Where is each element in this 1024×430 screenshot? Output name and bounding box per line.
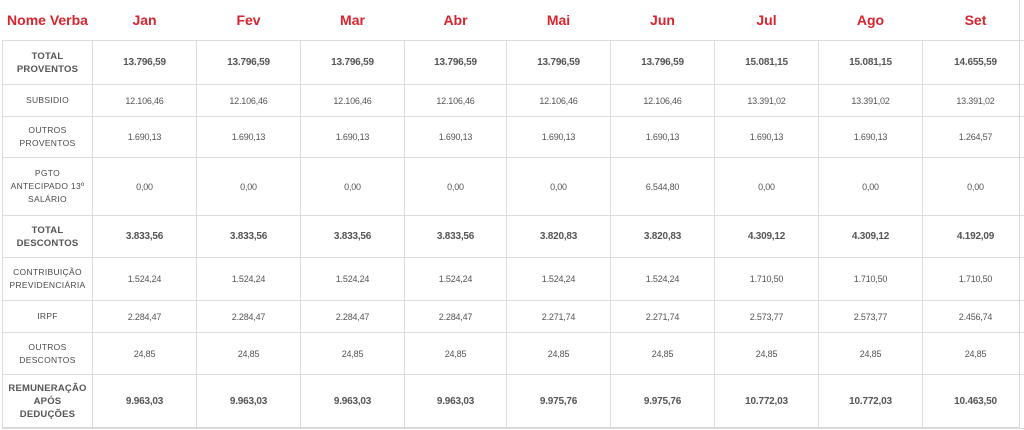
row-total-proventos xyxy=(3,41,1024,85)
cell-value: 0,00 xyxy=(301,158,405,216)
cell-value: 1.690,13 xyxy=(507,117,611,158)
cell-value: 6.544,80 xyxy=(611,158,715,216)
cell-value: 2.284,47 xyxy=(405,301,507,333)
header-month-jan: Jan xyxy=(132,12,157,28)
cell-value: 0,00 xyxy=(923,158,1024,216)
cell-value: 2.456,74 xyxy=(923,301,1024,333)
cell-value: 1.524,24 xyxy=(507,258,611,301)
cell-value: 12.106,46 xyxy=(301,85,405,117)
cell-value: 0,00 xyxy=(405,158,507,216)
row-outros-proventos xyxy=(3,117,1024,158)
header-month-jul: Jul xyxy=(756,12,777,28)
header-row xyxy=(3,0,1024,41)
cell-value: 13.796,59 xyxy=(197,41,301,85)
cell-value: 1.690,13 xyxy=(301,117,405,158)
cell-value: 24,85 xyxy=(93,333,197,375)
cell-value: 9.963,03 xyxy=(93,375,197,429)
row-total-descontos xyxy=(3,216,1024,258)
cell-value: 13.796,59 xyxy=(611,41,715,85)
cell-value: 1.690,13 xyxy=(611,117,715,158)
cell-value: 9.963,03 xyxy=(301,375,405,429)
header-month-set: Set xyxy=(964,12,987,28)
header-month-mai: Mai xyxy=(546,12,571,28)
cell-value: 14.655,59 xyxy=(923,41,1024,85)
cell-value: 0,00 xyxy=(819,158,923,216)
cell-value: 0,00 xyxy=(197,158,301,216)
cell-value: 0,00 xyxy=(93,158,197,216)
cell-value: 1.524,24 xyxy=(93,258,197,301)
cell-value: 15.081,15 xyxy=(819,41,923,85)
row-contribuicao-previdenciaria xyxy=(3,258,1024,301)
cell-value: 12.106,46 xyxy=(507,85,611,117)
cell-value: 1.690,13 xyxy=(405,117,507,158)
row-label: REMUNERAÇÃO APÓS DEDUÇÕES xyxy=(3,375,93,429)
cell-value: 13.796,59 xyxy=(93,41,197,85)
cell-value: 24,85 xyxy=(819,333,923,375)
cell-value: 1.690,13 xyxy=(93,117,197,158)
header-month-abr: Abr xyxy=(443,12,468,28)
cell-value: 24,85 xyxy=(715,333,819,375)
cell-value: 12.106,46 xyxy=(197,85,301,117)
row-label: TOTAL DESCONTOS xyxy=(3,216,93,258)
cell-value: 1.690,13 xyxy=(819,117,923,158)
header-month-ago: Ago xyxy=(856,12,885,28)
cell-value: 3.833,56 xyxy=(405,216,507,258)
cell-value: 13.391,02 xyxy=(923,85,1024,117)
cell-value: 2.573,77 xyxy=(715,301,819,333)
cell-value: 4.309,12 xyxy=(715,216,819,258)
cell-value: 4.192,09 xyxy=(923,216,1024,258)
cell-value: 24,85 xyxy=(405,333,507,375)
cell-value: 1.524,24 xyxy=(611,258,715,301)
row-pgto-antecipado-13 xyxy=(3,158,1024,216)
cell-value: 24,85 xyxy=(507,333,611,375)
cell-value: 0,00 xyxy=(715,158,819,216)
row-label: OUTROS PROVENTOS xyxy=(3,117,93,158)
cell-value: 2.284,47 xyxy=(197,301,301,333)
header-month-mar: Mar xyxy=(340,12,365,28)
cell-value: 3.833,56 xyxy=(301,216,405,258)
row-label: OUTROS DESCONTOS xyxy=(3,333,93,375)
cell-value: 1.524,24 xyxy=(301,258,405,301)
cell-value: 15.081,15 xyxy=(715,41,819,85)
cell-value: 3.820,83 xyxy=(611,216,715,258)
cell-value: 1.264,57 xyxy=(923,117,1024,158)
cell-value: 12.106,46 xyxy=(405,85,507,117)
cell-value: 24,85 xyxy=(923,333,1024,375)
cell-value: 1.690,13 xyxy=(715,117,819,158)
cell-value: 13.796,59 xyxy=(405,41,507,85)
cell-value: 2.271,74 xyxy=(611,301,715,333)
cell-value: 13.796,59 xyxy=(507,41,611,85)
cell-value: 13.391,02 xyxy=(715,85,819,117)
salary-table xyxy=(2,0,1024,429)
cell-value: 9.963,03 xyxy=(405,375,507,429)
cell-value: 1.690,13 xyxy=(197,117,301,158)
cell-value: 10.772,03 xyxy=(819,375,923,429)
row-label: SUBSIDIO xyxy=(3,85,93,117)
cell-value: 2.271,74 xyxy=(507,301,611,333)
header-month-fev: Fev xyxy=(236,12,261,28)
row-remuneracao-apos-deducoes xyxy=(3,375,1024,429)
cell-value: 1.710,50 xyxy=(715,258,819,301)
cell-value: 1.524,24 xyxy=(405,258,507,301)
cell-value: 0,00 xyxy=(507,158,611,216)
cell-value: 3.833,56 xyxy=(93,216,197,258)
cell-value: 13.796,59 xyxy=(301,41,405,85)
cell-value: 9.975,76 xyxy=(507,375,611,429)
cell-value: 2.284,47 xyxy=(301,301,405,333)
cell-value: 24,85 xyxy=(301,333,405,375)
cell-value: 10.772,03 xyxy=(715,375,819,429)
cell-value: 1.710,50 xyxy=(819,258,923,301)
cell-value: 2.284,47 xyxy=(93,301,197,333)
cell-value: 2.573,77 xyxy=(819,301,923,333)
cell-value: 9.975,76 xyxy=(611,375,715,429)
cell-value: 4.309,12 xyxy=(819,216,923,258)
header-month-jun: Jun xyxy=(650,12,675,28)
row-label: PGTO ANTECIPADO 13º SALÁRIO xyxy=(3,158,93,216)
row-irpf xyxy=(3,301,1024,333)
cell-value: 1.710,50 xyxy=(923,258,1024,301)
header-nome-verba: Nome Verba xyxy=(7,12,88,28)
cell-value: 1.524,24 xyxy=(197,258,301,301)
row-label: IRPF xyxy=(3,301,93,333)
cell-value: 3.833,56 xyxy=(197,216,301,258)
row-label: CONTRIBUIÇÃO PREVIDENCIÁRIA xyxy=(3,258,93,301)
cell-value: 10.463,50 xyxy=(923,375,1024,429)
cell-value: 12.106,46 xyxy=(611,85,715,117)
cell-value: 12.106,46 xyxy=(93,85,197,117)
cell-value: 13.391,02 xyxy=(819,85,923,117)
cell-value: 9.963,03 xyxy=(197,375,301,429)
row-outros-descontos xyxy=(3,333,1024,375)
cell-value: 24,85 xyxy=(197,333,301,375)
salary-table-container xyxy=(2,0,1020,428)
cell-value: 24,85 xyxy=(611,333,715,375)
row-subsidio xyxy=(3,85,1024,117)
row-label: TOTAL PROVENTOS xyxy=(3,41,93,85)
cell-value: 3.820,83 xyxy=(507,216,611,258)
